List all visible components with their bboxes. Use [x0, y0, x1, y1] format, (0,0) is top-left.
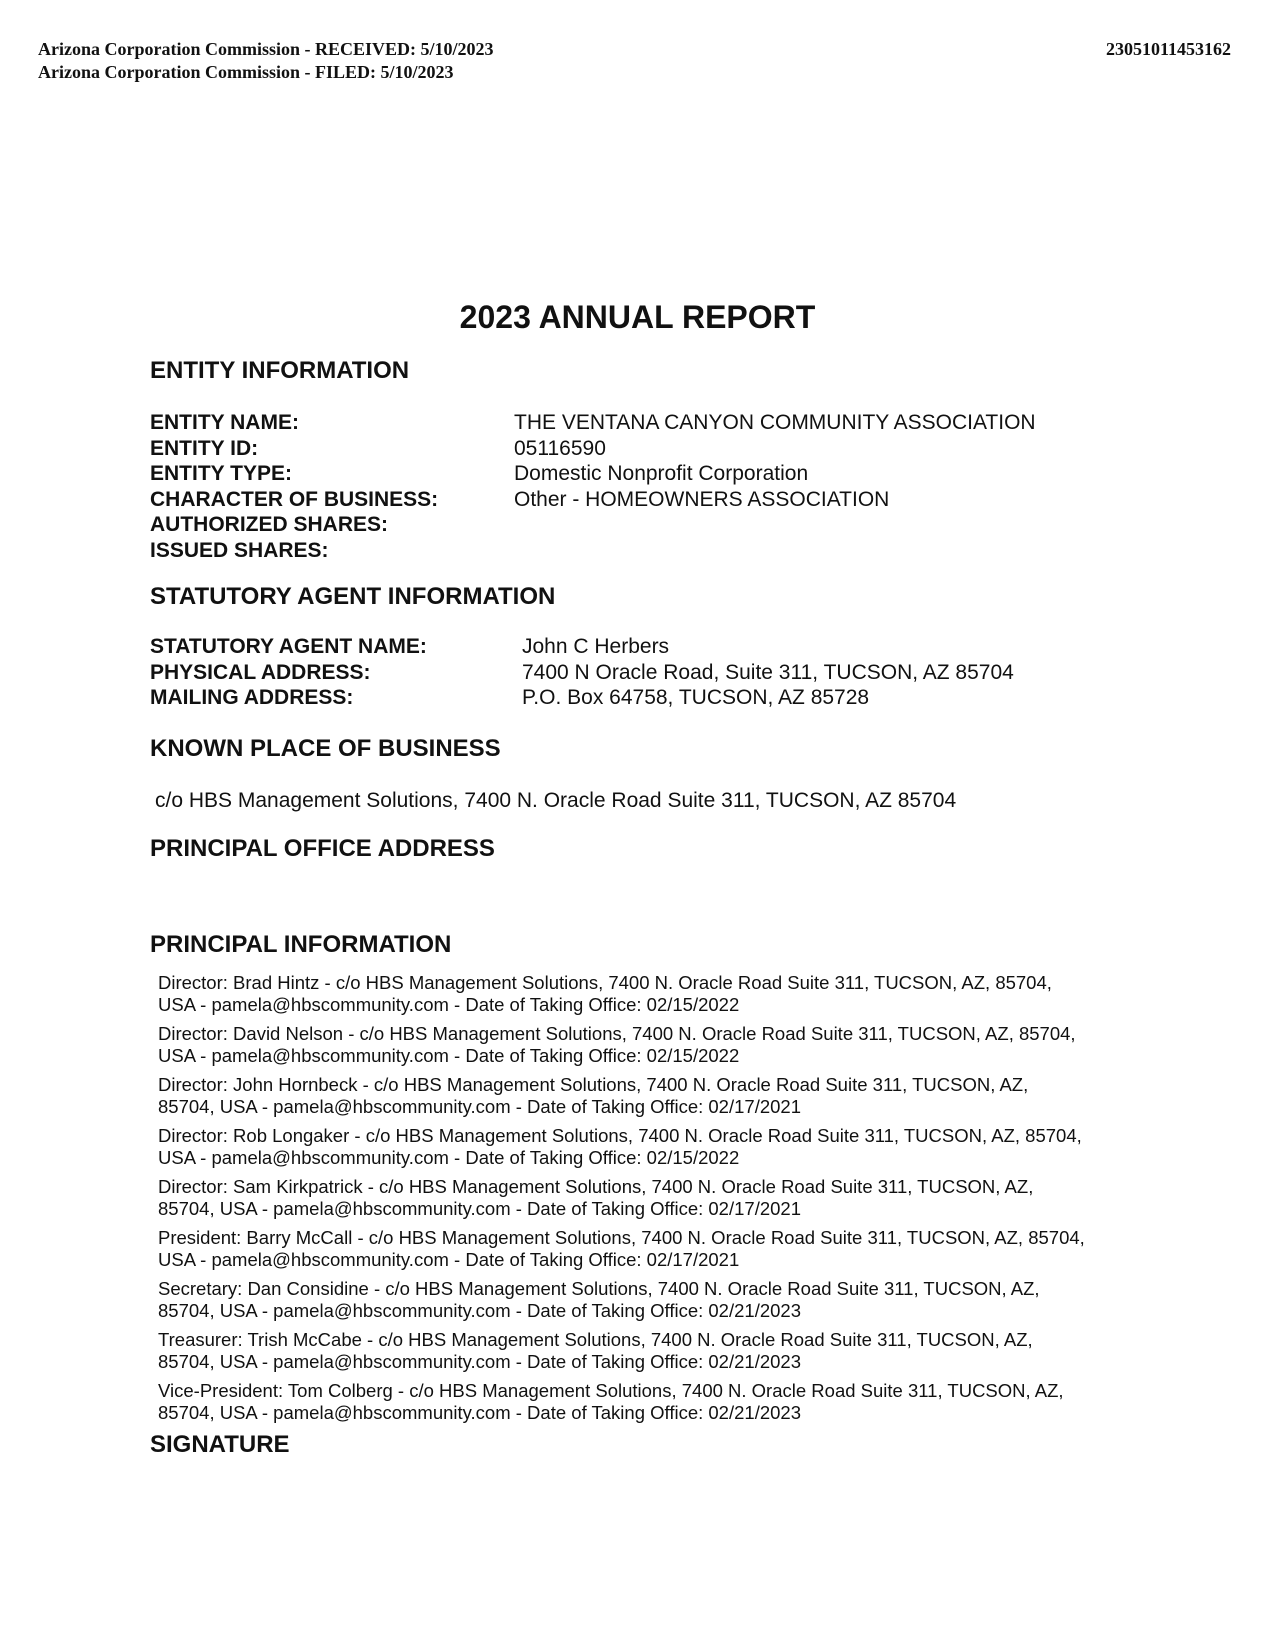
filed-line: Arizona Corporation Commission - FILED: 5/10/2023: [38, 62, 454, 82]
entity-id-row: [150, 436, 1036, 462]
principal-entry: [158, 1380, 1118, 1423]
principal-line: USA - pamela@hbscommunity.com - Date of Taking Office: 02/17/2021: [158, 1248, 740, 1270]
agent-name-value: John C Herbers: [522, 635, 670, 658]
filing-number: 23051011453162: [1105, 39, 1231, 59]
principal-office-address-heading: PRINCIPAL OFFICE ADDRESS: [150, 835, 495, 862]
filing-stamp: [38, 38, 494, 84]
entity-information-heading: ENTITY INFORMATION: [150, 357, 410, 384]
principal-line: 85704, USA - pamela@hbscommunity.com - Date of Taking Office: 02/21/2023: [158, 1299, 801, 1321]
field-label: CHARACTER OF BUSINESS:: [150, 487, 439, 511]
principal-line: Director: David Nelson - c/o HBS Management Solutions, 7400 N. Oracle Road Suite 311, TUCSON, AZ, 85704,: [158, 1023, 1076, 1044]
principal-line: Director: Sam Kirkpatrick - c/o HBS Management Solutions, 7400 N. Oracle Road Suite 311, TUCSON, AZ,: [158, 1176, 1034, 1197]
principal-entry: [158, 1329, 1118, 1372]
character-of-business-row: [150, 487, 1036, 513]
field-label: ENTITY ID:: [150, 436, 259, 460]
principal-line: Director: Rob Longaker - c/o HBS Management Solutions, 7400 N. Oracle Road Suite 311, TUCSON, AZ, 85704,: [158, 1125, 1082, 1146]
principal-entry: [158, 1278, 1118, 1321]
received-line: Arizona Corporation Commission - RECEIVED: 5/10/2023: [38, 39, 494, 59]
principal-list: [158, 972, 1118, 1431]
principal-line: Director: John Hornbeck - c/o HBS Management Solutions, 7400 N. Oracle Road Suite 311, TUCSON, AZ,: [158, 1074, 1029, 1095]
character-of-business-value: Other - HOMEOWNERS ASSOCIATION: [514, 487, 890, 511]
principal-line: 85704, USA - pamela@hbscommunity.com - Date of Taking Office: 02/17/2021: [158, 1197, 801, 1219]
field-label: ENTITY NAME:: [150, 411, 299, 434]
authorized-shares-row: [150, 512, 1036, 538]
principal-line: USA - pamela@hbscommunity.com - Date of Taking Office: 02/15/2022: [158, 1146, 740, 1168]
principal-line: USA - pamela@hbscommunity.com - Date of Taking Office: 02/15/2022: [158, 1044, 740, 1066]
field-label: MAILING ADDRESS:: [150, 686, 354, 709]
principal-line: Vice-President: Tom Colberg - c/o HBS Management Solutions, 7400 N. Oracle Road Suite 311, TUCSON, AZ,: [158, 1380, 1064, 1401]
principal-entry: [158, 972, 1118, 1015]
principal-line: 85704, USA - pamela@hbscommunity.com - Date of Taking Office: 02/17/2021: [158, 1095, 801, 1117]
mailing-address-value: P.O. Box 64758, TUCSON, AZ 85728: [522, 686, 870, 709]
entity-information-table: [150, 410, 1036, 563]
principal-entry: [158, 1125, 1118, 1168]
principal-line: 85704, USA - pamela@hbscommunity.com - Date of Taking Office: 02/21/2023: [158, 1401, 801, 1423]
principal-entry: [158, 1074, 1118, 1117]
entity-type-row: [150, 461, 1036, 487]
principal-entry: [158, 1023, 1118, 1066]
field-label: AUTHORIZED SHARES:: [150, 513, 389, 536]
entity-name-row: [150, 410, 1036, 436]
principal-line: Director: Brad Hintz - c/o HBS Management Solutions, 7400 N. Oracle Road Suite 311, TUCSON, AZ, 85704,: [158, 972, 1052, 993]
issued-shares-row: [150, 538, 1036, 564]
signature-heading: SIGNATURE: [150, 1431, 290, 1458]
principal-entry: [158, 1227, 1118, 1270]
field-label: PHYSICAL ADDRESS:: [150, 660, 371, 684]
report-title: 2023 ANNUAL REPORT: [459, 299, 816, 335]
principal-line: 85704, USA - pamela@hbscommunity.com - Date of Taking Office: 02/21/2023: [158, 1350, 801, 1372]
entity-type-value: Domestic Nonprofit Corporation: [514, 462, 809, 485]
principal-entry: [158, 1176, 1118, 1219]
principal-information-heading: PRINCIPAL INFORMATION: [150, 931, 452, 958]
entity-name-value: THE VENTANA CANYON COMMUNITY ASSOCIATION: [514, 411, 1036, 434]
field-label: ISSUED SHARES:: [150, 538, 329, 562]
statutory-agent-table: [150, 634, 1014, 711]
mailing-address-row: [150, 685, 1014, 711]
principal-line: President: Barry McCall - c/o HBS Management Solutions, 7400 N. Oracle Road Suite 311, TUCSON, AZ, 85704,: [158, 1227, 1085, 1248]
field-label: ENTITY TYPE:: [150, 462, 292, 485]
entity-id-value: 05116590: [514, 436, 606, 460]
agent-name-row: [150, 634, 1014, 660]
physical-address-row: [150, 660, 1014, 686]
known-place-of-business-address: c/o HBS Management Solutions, 7400 N. Oracle Road Suite 311, TUCSON, AZ 85704: [155, 789, 957, 812]
statutory-agent-heading: STATUTORY AGENT INFORMATION: [150, 583, 556, 610]
physical-address-value: 7400 N Oracle Road, Suite 311, TUCSON, AZ 85704: [522, 660, 1014, 684]
field-label: STATUTORY AGENT NAME:: [150, 635, 427, 658]
principal-line: Secretary: Dan Considine - c/o HBS Management Solutions, 7400 N. Oracle Road Suite 311, TUCSON, AZ,: [158, 1278, 1040, 1299]
known-place-of-business-heading: KNOWN PLACE OF BUSINESS: [150, 735, 501, 762]
principal-line: USA - pamela@hbscommunity.com - Date of Taking Office: 02/15/2022: [158, 993, 740, 1015]
principal-line: Treasurer: Trish McCabe - c/o HBS Management Solutions, 7400 N. Oracle Road Suite 311, TUCSON, AZ,: [158, 1329, 1033, 1350]
